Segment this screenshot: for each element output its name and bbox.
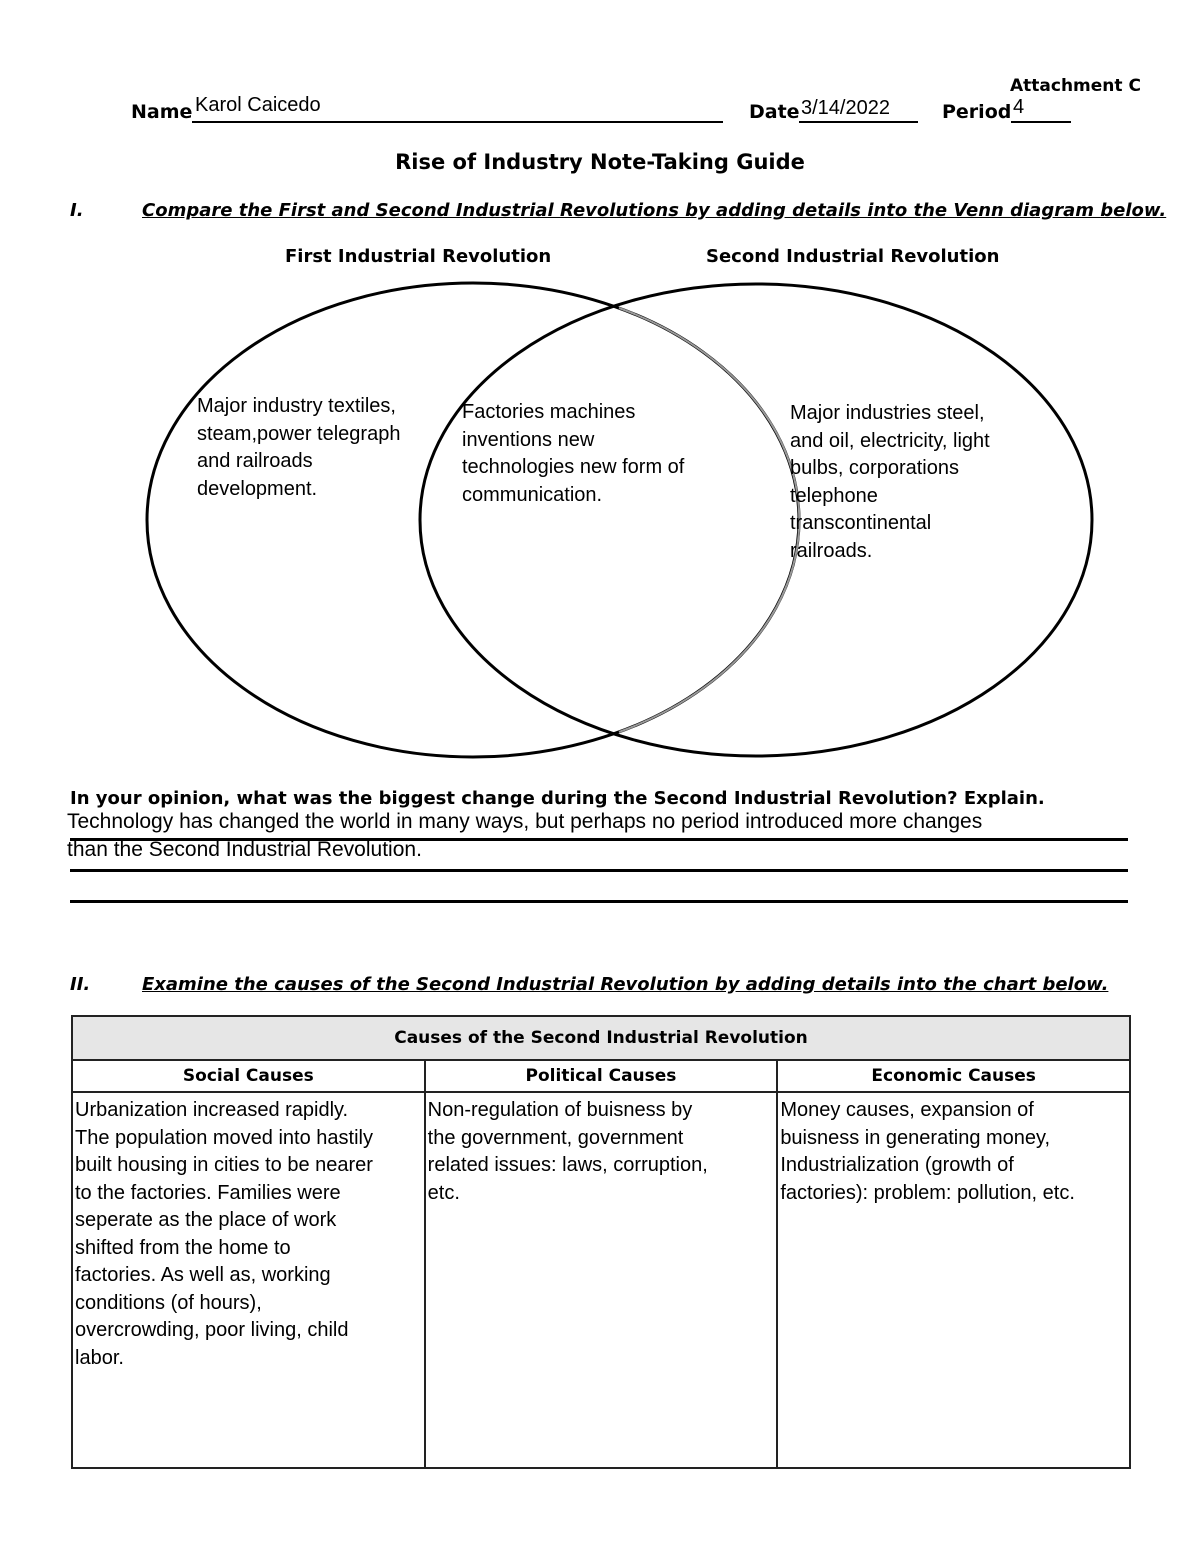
political-causes-text: Non-regulation of buisness by the government, government related issues: laws, corruption, etc. [427,1099,708,1204]
period-field-value[interactable]: 4 [1013,96,1025,118]
answer-rule-2 [70,869,1128,872]
venn-right-circle [420,284,1092,756]
period-label: Period [942,101,1012,123]
venn-right-text[interactable]: Major industries steel, and oil, electricity, light bulbs, corporations telephone transcontinental railroads. [790,402,990,562]
section-1-instruction: Compare the First and Second Industrial Revolutions by adding details into the Venn diagram below. [142,200,1167,221]
venn-left-text[interactable]: Major industry textiles, steam,power telegraph and railroads development. [197,395,401,500]
column-header-political: Political Causes [425,1060,778,1092]
name-label: Name [131,101,193,123]
answer-line-1: Technology has changed the world in many ways, but perhaps no period introduced more changes [67,810,983,833]
date-field-value[interactable]: 3/14/2022 [801,97,890,119]
section-2-number: II. [70,974,91,995]
economic-causes-cell[interactable] [777,1092,1130,1468]
causes-table-title: Causes of the Second Industrial Revolution [72,1016,1130,1060]
economic-causes-text: Money causes, expansion of buisness in generating money, Industrialization (growth of factories): problem: pollution, etc. [780,1099,1075,1204]
section-1-number: I. [70,200,84,221]
causes-table [71,1015,1131,1469]
name-field-value[interactable]: Karol Caicedo [195,94,321,116]
venn-left-circle [147,283,799,757]
opinion-question: In your opinion, what was the biggest change during the Second Industrial Revolution? Explain. [70,788,1045,809]
venn-overlap-arc [619,308,799,732]
political-causes-cell[interactable] [425,1092,778,1468]
page-title: Rise of Industry Note-Taking Guide [395,150,805,174]
answer-rule-1 [70,838,1128,841]
opinion-answer[interactable] [67,808,1137,864]
venn-right-label: Second Industrial Revolution [706,246,1000,267]
venn-left-label: First Industrial Revolution [285,246,552,267]
venn-center-text[interactable]: Factories machines inventions new technologies new form of communication. [462,401,685,506]
social-causes-cell[interactable] [72,1092,425,1468]
answer-line-2: than the Second Industrial Revolution. [67,838,422,861]
column-header-social: Social Causes [72,1060,425,1092]
column-header-economic: Economic Causes [777,1060,1130,1092]
date-label: Date [749,101,800,123]
section-2-instruction: Examine the causes of the Second Industrial Revolution by adding details into the chart below. [142,974,1109,995]
social-causes-text: Urbanization increased rapidly. The population moved into hastily built housing in cities to be nearer to the factories. Families were seperate as the place of work shifted from the home to factories. As well as, working conditions (of hours), overcrowding, poor living, child labor. [75,1099,373,1369]
answer-rule-3 [70,900,1128,903]
attachment-label: Attachment C [1010,76,1141,96]
